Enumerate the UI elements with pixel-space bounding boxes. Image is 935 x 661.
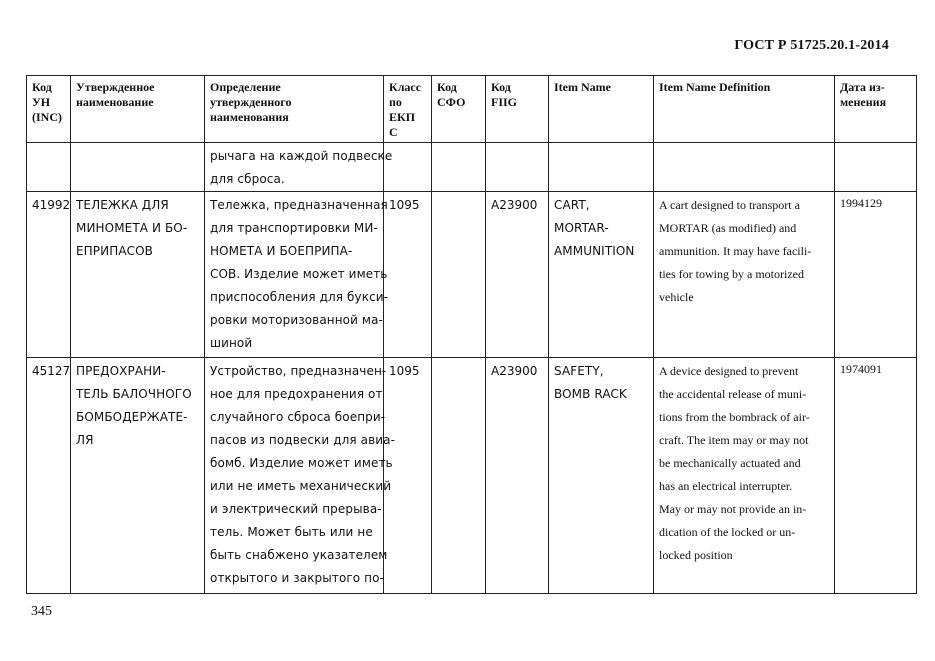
text-line: тель. Может быть или не <box>210 525 373 539</box>
text-line: A cart designed to transport a <box>659 198 800 212</box>
text-line: пасов из подвески для авиа- <box>210 433 396 447</box>
text-line: craft. The item may or may not <box>659 433 809 447</box>
cell-definition <box>205 192 389 358</box>
text-line: БОМБОДЕРЖАТЕ- <box>76 410 188 424</box>
standard-designation: ГОСТ Р 51725.20.1-2014 <box>734 38 889 53</box>
text-line: рычага на каждой подвеске <box>210 149 393 163</box>
cell-sfo <box>432 192 486 358</box>
text-line: Тележка, предназначенная <box>210 198 388 212</box>
text-line: СОВ. Изделие может иметь <box>210 267 388 281</box>
cell-fiig: A23900 <box>486 358 549 594</box>
text-line: May or may not provide an in- <box>659 502 807 516</box>
text-line: (INC) <box>32 110 62 124</box>
text-line: Определение <box>210 80 281 94</box>
cell-approved-name <box>71 192 205 358</box>
header-code-fiig <box>486 76 549 143</box>
text-line: the accidental release of muni- <box>659 387 807 401</box>
text-line: наименования <box>210 110 289 124</box>
text-line: Код <box>491 80 511 94</box>
text-line: be mechanically actuated and <box>659 456 801 470</box>
text-line: vehicle <box>659 290 694 304</box>
text-line: шиной <box>210 336 253 350</box>
text-line: открытого и закрытого по- <box>210 571 384 585</box>
cell-empty <box>71 143 205 192</box>
cell-item-definition <box>654 358 835 594</box>
text-line: tions from the bombrack of air- <box>659 410 810 424</box>
text-line: для сброса. <box>210 172 285 186</box>
text-line: Item Name Definition <box>659 80 771 94</box>
cell-empty <box>549 143 654 192</box>
text-line: ТЕЛЬ БАЛОЧНОГО <box>76 387 192 401</box>
text-line: MORTAR- <box>554 221 609 235</box>
cell-sfo <box>432 358 486 594</box>
cell-code: 45127 <box>27 358 71 594</box>
cell-item-name <box>549 358 654 594</box>
text-line: ammunition. It may have facili- <box>659 244 812 258</box>
text-line: has an electrical interrupter. <box>659 479 793 493</box>
text-line: менения <box>840 95 887 109</box>
cell-empty <box>432 143 486 192</box>
text-line: быть снабжено указателем <box>210 548 388 562</box>
text-line: или не иметь механический <box>210 479 392 493</box>
text-line: Устройство, предназначен- <box>210 364 387 378</box>
text-line: приспособления для букси- <box>210 290 389 304</box>
cell-class: 1095 <box>384 192 432 358</box>
text-line: бомб. Изделие может иметь <box>210 456 393 470</box>
text-line: по <box>389 95 402 109</box>
cell-change-date: 1994129 <box>835 192 917 358</box>
text-line: УН <box>32 95 51 109</box>
text-line: и электрический прерыва- <box>210 502 382 516</box>
text-line: ровки моторизованной ма- <box>210 313 383 327</box>
text-line: С <box>389 125 398 139</box>
header-definition <box>205 76 384 143</box>
text-line: MORTAR (as modified) and <box>659 221 797 235</box>
cell-empty <box>27 143 71 192</box>
cell-definition-continuation <box>205 143 393 192</box>
text-line: ПРЕДОХРАНИ- <box>76 364 166 378</box>
text-line: FIIG <box>491 95 518 109</box>
table-row <box>27 192 917 358</box>
text-line: ties for towing by a motorized <box>659 267 804 281</box>
text-line: наименование <box>76 95 154 109</box>
header-code-inc <box>27 76 71 143</box>
table-row <box>27 358 917 594</box>
text-line: Класс <box>389 80 422 94</box>
cell-empty <box>654 143 835 192</box>
cell-change-date: 1974091 <box>835 358 917 594</box>
header-row <box>27 76 917 143</box>
text-line: Код <box>437 80 457 94</box>
header-class-ekps <box>384 76 432 143</box>
text-line: утвержденного <box>210 95 292 109</box>
text-line: случайного сброса боепри- <box>210 410 386 424</box>
text-line: ТЕЛЕЖКА ДЛЯ <box>76 198 169 212</box>
text-line: СФО <box>437 95 466 109</box>
text-line: locked position <box>659 548 733 562</box>
text-line: ЛЯ <box>76 433 94 447</box>
header-change-date <box>835 76 917 143</box>
text-line: BOMB RACK <box>554 387 627 401</box>
header-item-name-definition <box>654 76 835 143</box>
header-item-name <box>549 76 654 143</box>
page-number: 345 <box>31 604 52 619</box>
table-row-continuation <box>27 143 917 192</box>
cell-fiig: A23900 <box>486 192 549 358</box>
text-line: МИНОМЕТА И БО- <box>76 221 188 235</box>
text-line: dication of the locked or un- <box>659 525 796 539</box>
cell-item-definition <box>654 192 835 358</box>
text-line: A device designed to prevent <box>659 364 799 378</box>
text-line: НОМЕТА И БОЕПРИПА- <box>210 244 353 258</box>
text-line: Дата из- <box>840 80 885 94</box>
text-line: SAFETY, <box>554 364 604 378</box>
cell-class: 1095 <box>384 358 432 594</box>
text-line: Утвержденное <box>76 80 155 94</box>
text-line: AMMUNITION <box>554 244 635 258</box>
cell-empty <box>835 143 917 192</box>
cell-code: 41992 <box>27 192 71 358</box>
cell-empty <box>486 143 549 192</box>
header-approved-name <box>71 76 205 143</box>
header-code-sfo <box>432 76 486 143</box>
cell-definition <box>205 358 396 594</box>
cell-item-name <box>549 192 654 358</box>
text-line: ЕКП <box>389 110 416 124</box>
catalog-table <box>26 75 917 594</box>
cell-approved-name <box>71 358 205 594</box>
text-line: CART, <box>554 198 590 212</box>
text-line: ЕПРИПАСОВ <box>76 244 154 258</box>
text-line: ное для предохранения от <box>210 387 383 401</box>
text-line: для транспортировки МИ- <box>210 221 378 235</box>
text-line: Item Name <box>554 80 611 94</box>
text-line: Код <box>32 80 52 94</box>
